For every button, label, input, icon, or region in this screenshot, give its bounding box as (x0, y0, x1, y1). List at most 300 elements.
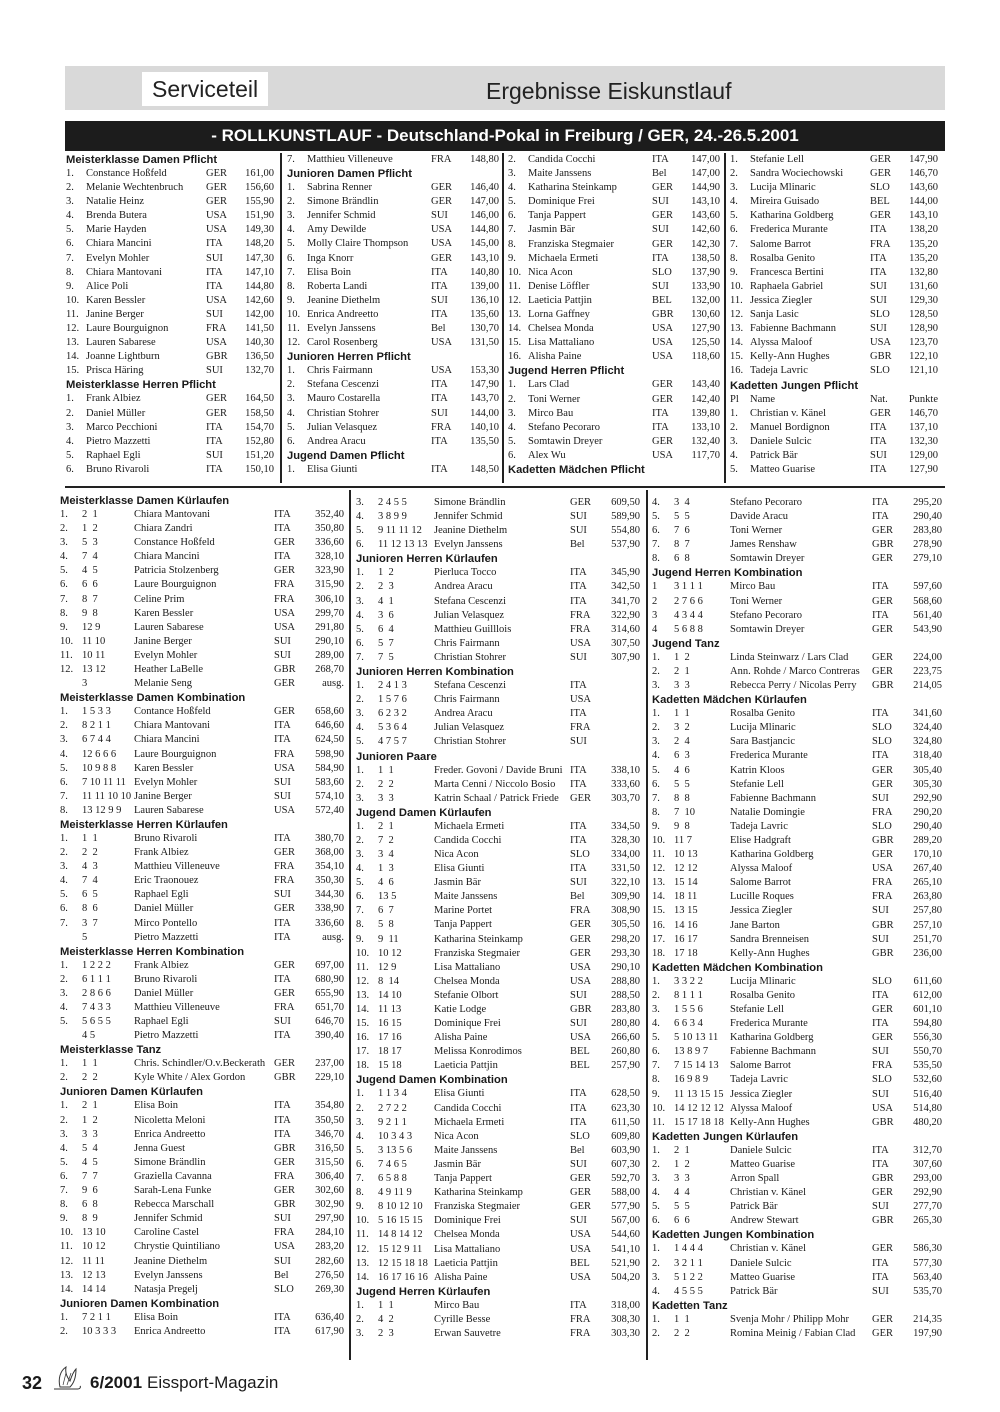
result-row (652, 904, 942, 918)
rank: 4. (356, 1130, 364, 1142)
placements: 1 5 5 6 (674, 1004, 703, 1015)
nation: ITA (570, 567, 587, 579)
points: 584,90 (315, 762, 344, 774)
nation: FRA (206, 323, 227, 335)
placements: 2 1 (82, 1100, 98, 1112)
result-row (66, 336, 274, 350)
rank: 4. (60, 875, 68, 887)
athlete-name: Nicoletta Meloni (134, 1114, 206, 1126)
placements: 3 4 (378, 848, 394, 860)
rank: 4. (356, 863, 364, 875)
nation: GBR (872, 1173, 894, 1185)
placements: 16 15 (378, 1018, 402, 1030)
nation: SUI (570, 525, 587, 537)
result-row (508, 280, 720, 294)
athlete-name: Lorna Gaffney (528, 309, 590, 321)
athlete-name: Fabienne Bachmann (730, 792, 817, 804)
athlete-name: Andrea Aracu (434, 708, 493, 720)
result-row (356, 862, 640, 876)
nation: FRA (274, 1227, 295, 1239)
points: 135,20 (909, 238, 938, 250)
athlete-name: Romina Meinig / Fabian Clad (730, 1327, 856, 1339)
placements: 4 2 (378, 1313, 394, 1325)
points: 139,80 (691, 407, 720, 419)
nation: GBR (274, 1142, 296, 1154)
rank: 1. (287, 182, 295, 194)
result-row (356, 609, 640, 623)
rank: 1. (356, 820, 364, 832)
points: 149,30 (245, 224, 274, 236)
nation: ITA (570, 581, 587, 593)
rank: 3. (730, 435, 738, 447)
placements: 4 6 (378, 877, 394, 889)
rank: 7. (356, 1173, 364, 1185)
nation: SUI (431, 407, 448, 419)
nation: ITA (274, 734, 291, 746)
rank: 2. (356, 581, 364, 593)
athlete-name: Tanja Pappert (528, 210, 586, 222)
page-heading: Ergebnisse Eiskunstlauf (486, 78, 732, 104)
nation: USA (570, 694, 592, 706)
result-row (508, 181, 720, 195)
rank: 8. (652, 806, 660, 818)
nation: SUI (870, 280, 887, 292)
athlete-name: Rebecca Marschall (134, 1199, 215, 1211)
points: 237,00 (315, 1058, 344, 1070)
placements: 13 12 (82, 664, 106, 676)
points: 236,00 (913, 947, 942, 959)
nation: FRA (872, 891, 893, 903)
rank: 1. (60, 1100, 68, 1112)
athlete-name: Frederica Murante (730, 750, 808, 762)
result-row (652, 1158, 942, 1172)
athlete-name: Fabienne Bachmann (750, 323, 837, 335)
rank: 4. (508, 421, 516, 433)
points (604, 707, 640, 721)
points: 589,90 (611, 511, 640, 523)
rank: 5. (66, 449, 74, 461)
rank: 8. (730, 252, 738, 264)
placements: 2 2 (378, 778, 394, 790)
result-row (652, 1088, 942, 1102)
athlete-name: Melanie Seng (134, 678, 193, 690)
section-heading: Kadetten Jungen Pflicht (730, 379, 859, 392)
rank: 6. (356, 891, 364, 903)
placements: 4 5 (82, 1156, 98, 1168)
rank: 12. (356, 1243, 370, 1255)
nation: ITA (872, 1257, 889, 1269)
nation: ITA (274, 1311, 291, 1323)
rank: 2. (60, 720, 68, 732)
points: 155,90 (245, 196, 274, 208)
results-column (730, 153, 938, 477)
rank: 6. (356, 539, 364, 551)
result-row (287, 435, 499, 449)
result-row (66, 449, 274, 463)
points: 145,00 (470, 238, 499, 250)
result-row (66, 252, 274, 266)
athlete-name: Daniele Sulcic (730, 1144, 792, 1156)
athlete-name: Christian v. Känel (750, 407, 827, 419)
athlete-name: Prisca Häring (86, 365, 144, 377)
athlete-name: Chiara Mantovani (134, 720, 211, 732)
nation: GER (274, 1156, 295, 1168)
column-divider (280, 153, 282, 483)
rank: 5. (287, 421, 295, 433)
section-heading: Jugend Damen Kombination (356, 1074, 508, 1087)
points: 318,40 (913, 750, 942, 762)
athlete-name: Matteo Guarise (750, 463, 816, 475)
column-divider (502, 153, 504, 483)
rank: 1. (652, 975, 660, 987)
points (604, 721, 640, 735)
points: 323,90 (315, 565, 344, 577)
points: 289,00 (315, 649, 344, 661)
nation: GER (872, 553, 893, 565)
placements: 5 (82, 931, 88, 943)
points: 265,10 (913, 877, 942, 889)
rank (60, 1029, 82, 1043)
result-row (356, 933, 640, 947)
athlete-name: Christian Stohrer (307, 407, 380, 419)
section-heading: Junioren Herren Pflicht (287, 351, 411, 364)
result-row (652, 834, 942, 848)
placements: 2 8 6 6 (82, 987, 111, 999)
nation: Bel (570, 891, 585, 903)
nation: USA (274, 621, 296, 633)
nation: ITA (431, 266, 448, 278)
points: 646,60 (315, 720, 344, 732)
result-row (508, 378, 720, 392)
placements: 5 10 13 11 (674, 1032, 719, 1044)
result-row (287, 294, 499, 308)
nation: SUI (431, 210, 448, 222)
points: 577,30 (913, 1257, 942, 1269)
placements: 17 18 (674, 947, 698, 959)
rank: 7. (287, 266, 295, 278)
athlete-name: Maite Janssens (434, 891, 498, 903)
points: 315,90 (315, 579, 344, 591)
result-row (652, 778, 942, 792)
nation: GBR (872, 1215, 894, 1227)
results-column (66, 153, 274, 477)
placements: 13 15 (674, 905, 698, 917)
rank: 1. (66, 168, 74, 179)
points: 148,50 (470, 463, 499, 475)
result-row (356, 764, 640, 778)
result-row (356, 580, 640, 594)
athlete-name: Elisa Boin (307, 266, 352, 278)
rank: 2. (508, 154, 516, 165)
nation: FRA (274, 579, 295, 591)
rank: 3. (287, 210, 295, 222)
points: 142,30 (691, 238, 720, 250)
athlete-name: Michaela Ermeti (528, 252, 599, 264)
rank: 5. (356, 736, 364, 748)
result-row (66, 308, 274, 322)
rank: 13. (66, 337, 80, 349)
result-row (356, 834, 640, 848)
athlete-name: Lucija Mlinaric (730, 975, 796, 987)
rank: 3. (508, 168, 516, 180)
rank: 5. (66, 224, 74, 236)
rank: 11. (60, 649, 73, 661)
points: 136,50 (245, 351, 274, 363)
result-row (652, 919, 942, 933)
athlete-name: Melissa Konrodimos (434, 1046, 522, 1058)
result-row (356, 1243, 640, 1257)
athlete-name: Natalie Heinz (86, 196, 145, 208)
points: 550,70 (913, 1046, 942, 1058)
nation: GBR (870, 351, 892, 363)
points: 229,10 (315, 1072, 344, 1084)
placements: 4 5 (82, 565, 98, 577)
rank: 1. (356, 1088, 364, 1100)
rank: 5. (508, 196, 516, 208)
placements: 5 7 (378, 637, 394, 649)
rank: 2. (287, 379, 295, 391)
rank: 6. (652, 778, 660, 790)
nation: SLO (870, 365, 890, 377)
athlete-name: Mirco Bau (730, 581, 776, 593)
athlete-name: Kelly-Ann Hughes (730, 947, 810, 959)
placements: 7 4 (82, 551, 98, 563)
athlete-name: Matthieu Villeneuve (134, 1002, 220, 1013)
result-row (652, 1144, 942, 1158)
athlete-name: Pietro Mazzetti (86, 435, 151, 447)
result-row (356, 961, 640, 975)
points: 636,40 (315, 1311, 344, 1323)
rank: 3. (60, 537, 68, 549)
athlete-name: Manuel Bordignon (750, 421, 830, 433)
athlete-name: Chris Fairmann (434, 694, 500, 706)
rank: 1. (287, 463, 295, 475)
athlete-name: Laeticia Pattjin (434, 1257, 498, 1269)
nation: GER (570, 792, 591, 804)
result-row (652, 890, 942, 904)
nation: USA (274, 762, 296, 774)
result-row (508, 294, 720, 308)
points: 354,80 (315, 1100, 344, 1112)
rank: 3. (356, 1327, 364, 1339)
result-row (730, 280, 938, 294)
rank: 9. (66, 280, 74, 292)
athlete-name: Enrica Andreetto (307, 308, 379, 320)
points: 125,50 (691, 337, 720, 349)
athlete-name: Jessica Ziegler (750, 294, 813, 306)
nation: FRA (274, 748, 295, 760)
athlete-name: Michaela Ermeti (434, 1116, 505, 1128)
rank: 6. (356, 637, 364, 649)
nation: GER (570, 497, 591, 508)
rank: 1. (60, 706, 68, 718)
athlete-name: Evelyn Mohler (134, 649, 198, 661)
points: 305,40 (913, 764, 942, 776)
points: 141,50 (245, 323, 274, 335)
points: 129,30 (909, 294, 938, 306)
points: 561,40 (913, 609, 942, 621)
rank: 1. (60, 959, 68, 971)
placements: 9 6 (82, 1185, 98, 1197)
rank: 14. (508, 323, 522, 335)
athlete-name: Svenja Mohr / Philipp Mohr (730, 1313, 850, 1325)
nation: USA (206, 224, 228, 236)
rank: 4. (730, 449, 738, 461)
nation: SUI (570, 1215, 587, 1227)
result-row (66, 322, 274, 336)
placements: 5 5 (674, 1201, 690, 1213)
result-row (508, 308, 720, 322)
points: 146,70 (909, 168, 938, 180)
nation: USA (206, 210, 228, 222)
nation: GER (570, 1201, 591, 1213)
placements: 15 18 (378, 1060, 402, 1072)
athlete-name: Toni Werner (730, 525, 783, 537)
athlete-name: Tanja Pappert (434, 919, 492, 931)
result-row (356, 1116, 640, 1130)
points: 288,50 (611, 989, 640, 1001)
points: 333,60 (611, 778, 640, 790)
placements: 5 1 2 2 (674, 1271, 703, 1283)
athlete-name: Elisa Giunti (434, 1088, 485, 1100)
rank: 6. (652, 525, 660, 537)
placements: 2 2 (82, 847, 98, 859)
points: 352,40 (315, 509, 344, 520)
rank: 2. (652, 1257, 660, 1269)
nation: GER (652, 210, 673, 222)
result-row (287, 195, 499, 209)
points: 128,90 (909, 323, 938, 335)
result-row (287, 322, 499, 336)
result-row (60, 522, 344, 536)
nation: SUI (274, 649, 291, 661)
section-divider (65, 486, 945, 488)
nation: FRA (274, 861, 295, 873)
result-row (287, 336, 499, 350)
nation: USA (431, 337, 453, 349)
athlete-name: Katie Lodge (434, 1004, 487, 1015)
nation: SUI (570, 651, 587, 663)
athlete-name: Kyle White / Alex Gordon (134, 1072, 246, 1084)
nation: SUI (872, 1088, 889, 1100)
points: 147,10 (245, 266, 274, 278)
placements: 7 4 3 3 (82, 1002, 111, 1013)
athlete-name: Kelly-Ann Hughes (750, 351, 830, 363)
result-row (66, 392, 274, 406)
rank: 1. (287, 365, 295, 377)
result-row (66, 463, 274, 477)
result-row (60, 1198, 344, 1212)
points: 346,70 (315, 1128, 344, 1140)
rank: 1 (652, 581, 658, 593)
rank: 5. (60, 565, 68, 577)
points: 612,00 (913, 989, 942, 1001)
athlete-name: Andrea Aracu (434, 581, 493, 593)
points: 142,40 (691, 393, 720, 405)
nation: ITA (431, 393, 448, 405)
rank: 17. (652, 933, 666, 945)
placements: 10 3 3 3 (82, 1325, 117, 1337)
rank: 7. (652, 792, 660, 804)
rank: 8. (652, 1074, 660, 1086)
points: 288,80 (611, 975, 640, 987)
rank: 9. (60, 621, 68, 633)
placements: 7 7 (82, 1170, 98, 1182)
placements: 1 5 3 3 (82, 706, 111, 718)
points: 139,00 (470, 280, 499, 292)
points: 601,10 (913, 1004, 942, 1015)
result-row (356, 721, 640, 735)
points: 133,90 (691, 280, 720, 292)
result-row (356, 1271, 640, 1285)
rank: 7. (66, 252, 74, 264)
points: 543,90 (913, 623, 942, 635)
nation: GER (652, 238, 673, 250)
nation: GER (431, 252, 452, 264)
points: 624,50 (315, 734, 344, 746)
placements: 8 2 1 1 (82, 720, 111, 732)
points: 138,50 (691, 252, 720, 264)
result-row (356, 890, 640, 904)
nation: GER (206, 168, 227, 179)
points: 148,80 (470, 154, 499, 165)
points: 135,60 (470, 308, 499, 320)
athlete-name: Rosalba Genito (750, 252, 816, 264)
rank: 1. (356, 567, 364, 579)
placements: 7 10 11 11 (82, 776, 126, 788)
placements: 4 9 11 9 (378, 1187, 412, 1199)
result-row (60, 1057, 344, 1071)
rank: 6. (66, 238, 74, 250)
athlete-name: Bruno Rivaroli (134, 973, 198, 985)
result-row (356, 820, 640, 834)
page-footer (22, 1365, 278, 1400)
rank: 2. (60, 973, 68, 985)
points: 144,80 (470, 224, 499, 236)
points: 350,30 (315, 875, 344, 887)
rank: 10. (356, 1215, 370, 1227)
result-row (287, 308, 499, 322)
placements: 14 8 14 12 (378, 1229, 423, 1241)
nation: GBR (872, 919, 894, 931)
nation: ITA (274, 1114, 291, 1126)
points: 567,00 (611, 1215, 640, 1227)
placements: 2 2 (674, 1327, 690, 1339)
athlete-name: Elisa Boin (134, 1100, 179, 1112)
points: 290,40 (913, 820, 942, 832)
points: 289,20 (913, 834, 942, 846)
athlete-name: Laure Bourguignon (86, 323, 169, 335)
rank: 2. (356, 1102, 364, 1114)
points: 594,80 (913, 1018, 942, 1030)
points: 697,00 (315, 959, 344, 971)
placements: 5 8 (378, 919, 394, 931)
rank: 8. (508, 238, 516, 250)
points: 130,70 (470, 323, 499, 335)
rank: 4. (356, 722, 364, 734)
result-row (652, 1003, 942, 1017)
rank: 9. (652, 820, 660, 832)
placements: 7 5 (378, 651, 394, 663)
nation: FRA (570, 609, 591, 621)
placements: 10 13 (674, 849, 698, 861)
nation: GBR (872, 680, 894, 692)
placements: 3 8 9 9 (378, 511, 407, 523)
points: 535,50 (913, 1060, 942, 1072)
athlete-name: Janine Berger (134, 790, 192, 802)
points: 147,00 (470, 196, 499, 208)
athlete-name: Christian v. Känel (730, 1187, 807, 1199)
